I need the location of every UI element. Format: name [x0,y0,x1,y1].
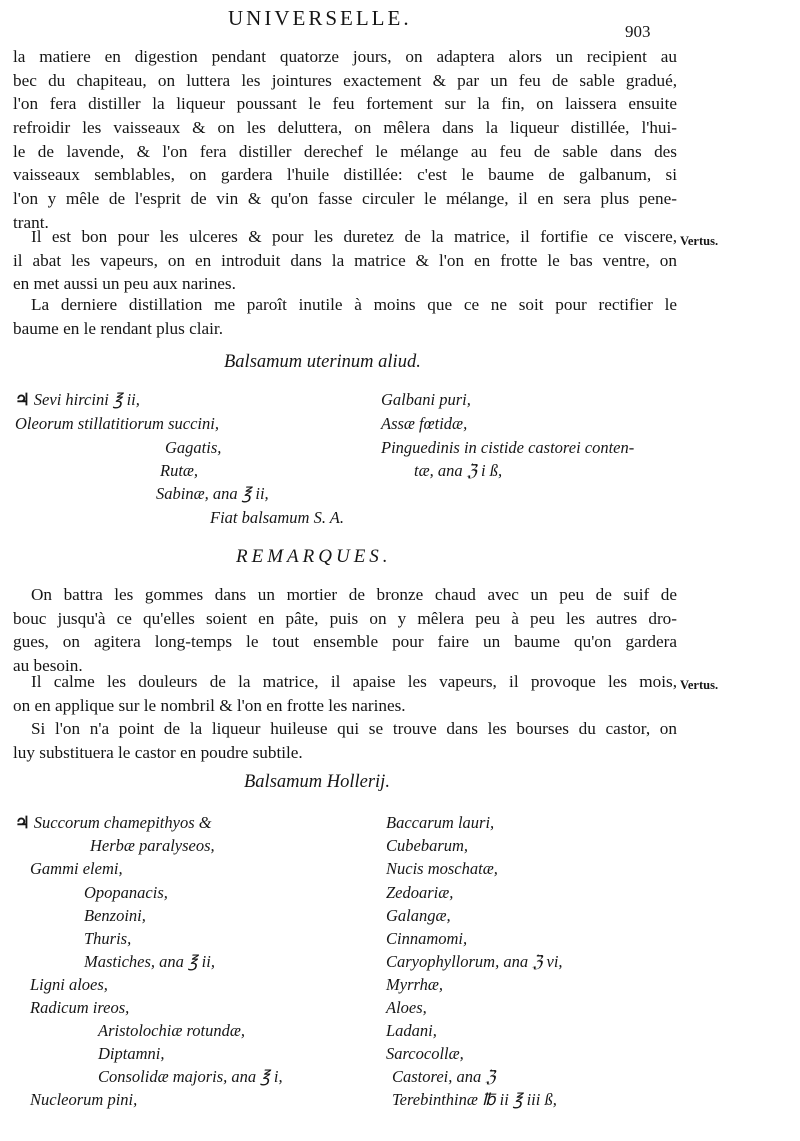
text-line: luy substituera le castor en poudre subtile. [13,742,303,762]
recipe-line: tæ, ana ℨ i ß, [414,461,503,480]
text-line: en met aussi un peu aux narines. [13,274,236,294]
margin-note-vertus: Vertus. [680,678,719,692]
page-number: 903 [625,22,651,41]
recipe-line: Oleorum stillatitiorum succini, [15,414,219,433]
text-line: On battra les gommes dans un mortier de bronze chaud avec un peu de suif de [31,585,677,604]
recipe-line: Galbani puri, [381,390,471,409]
recipe-line: Gammi elemi, [30,859,123,878]
recipe-line: Aristolochiæ rotundæ, [98,1021,245,1040]
recipe-line: Gagatis, [165,438,222,457]
text-line: Il calme les douleurs de la matrice, il apaise les vapeurs, il provoque les mois, [31,672,677,691]
recipe-line: Rutæ, [160,461,199,480]
paragraph-distillation [13,45,677,235]
text-line: il abat les vapeurs, on en introduit dans la matrice & l'on en frotte le bas ventre, on [13,250,677,270]
recipe-line: Consolidæ majoris, ana ℥ i, [98,1067,283,1086]
text-line: l'on y mêle de l'esprit de vin & qu'on fasse circuler le mélange, il en sera plus pene- [13,189,677,209]
section-title-hollerij: Balsamum Hollerij. [244,772,390,792]
paragraph-preparation [13,583,677,678]
recipe-line: ♃ Succorum chamepithyos & [15,813,212,832]
paragraph-substitution [13,717,677,764]
recipe-line: Assæ fœtidæ, [381,414,468,433]
text-line: bouc jusqu'à ce qu'elles soient en pâte, puis on y mêlera peu à peu les autres dro- [13,608,677,628]
recipe-line: Castorei, ana ℨ [392,1067,496,1086]
recipe-line: Opopanacis, [84,883,168,902]
recipe-line: Galangæ, [386,906,451,925]
text-line: le de lavende, & l'on fera distiller derechef le mélange au feu de sable dans des [13,141,677,161]
recipe-line: Cinnamomi, [386,929,468,948]
recipe-line: Terebinthinæ ℔ ii ℥ iii ß, [392,1090,557,1109]
recipe-line: Radicum ireos, [30,998,130,1017]
recipe-line: Pinguedinis in cistide castorei conten- [381,438,635,457]
recipe-line: Ladani, [386,1021,437,1040]
recipe-line: Myrrhæ, [386,975,443,994]
text-line: au besoin. [13,656,83,676]
recipe-line: Baccarum lauri, [386,813,495,832]
recipe-line: Nucis moschatæ, [386,859,498,878]
recipe-line: Diptamni, [98,1044,165,1063]
text-line: Si l'on n'a point de la liqueur huileuse qui se trouve dans les bourses du castor, on [31,719,677,738]
recipe-line: Zedoariæ, [386,883,454,902]
paragraph-rectification [13,293,677,340]
recipe-line: Nucleorum pini, [30,1090,138,1109]
text-line: la matiere en digestion pendant quatorze jours, on adaptera alors un recipient au [13,47,677,66]
recipe-line: Thuris, [84,929,132,948]
recipe-line: Herbæ paralyseos, [90,836,215,855]
recipe-line: Benzoini, [84,906,146,925]
recipe-symbol-icon: ♃ [15,390,30,409]
paragraph-virtues-2 [13,670,677,717]
text-line: bec du chapiteau, on luttera les jointures exactement & par un feu de sable gradué, [13,70,677,90]
section-title-remarques: REMARQUES. [236,546,392,567]
text-line: La derniere distillation me paroît inutile à moins que ce ne soit pour rectifier le [31,295,677,314]
text-line: gues, on agitera long-temps le tout ensemble pour faire un baume qu'on gardera [13,632,677,652]
section-title-uterinum: Balsamum uterinum aliud. [224,352,421,372]
recipe-line: Caryophyllorum, ana ℨ vi, [386,952,563,971]
text-line: on en applique sur le nombril & l'on en frotte les narines. [13,695,406,715]
recipe-symbol-icon: ♃ [15,813,30,832]
text-line: baume en le rendant plus clair. [13,318,223,338]
recipe-closing: Fiat balsamum S. A. [210,508,344,527]
running-title: UNIVERSELLE. [228,6,412,30]
text-line: l'on fera distiller la liqueur poussant le feu fortement sur la fin, on laissera ensuite [13,94,677,114]
paragraph-virtues [13,225,677,296]
recipe-line: Sabinæ, ana ℥ ii, [156,484,269,503]
recipe-line: Aloes, [386,998,427,1017]
recipe-line: ♃ Sevi hircini ℥ ii, [15,390,140,409]
text-line: Il est bon pour les ulceres & pour les duretez de la matrice, il fortifie ce viscere, [31,227,677,246]
recipe-line: Sarcocollæ, [386,1044,464,1063]
recipe-line: Mastiches, ana ℥ ii, [84,952,215,971]
recipe-line: Cubebarum, [386,836,469,855]
text-line: refroidir les vaisseaux & on les deluttera, on mêlera dans la liqueur distillée, l'hui- [13,118,677,138]
text-line: trant. [13,212,49,232]
recipe-line: Ligni aloes, [30,975,108,994]
margin-note-vertus: Vertus. [680,234,719,248]
text-line: vaisseaux semblables, on gardera l'huile distillée: c'est le baume de galbanum, si [13,165,677,185]
